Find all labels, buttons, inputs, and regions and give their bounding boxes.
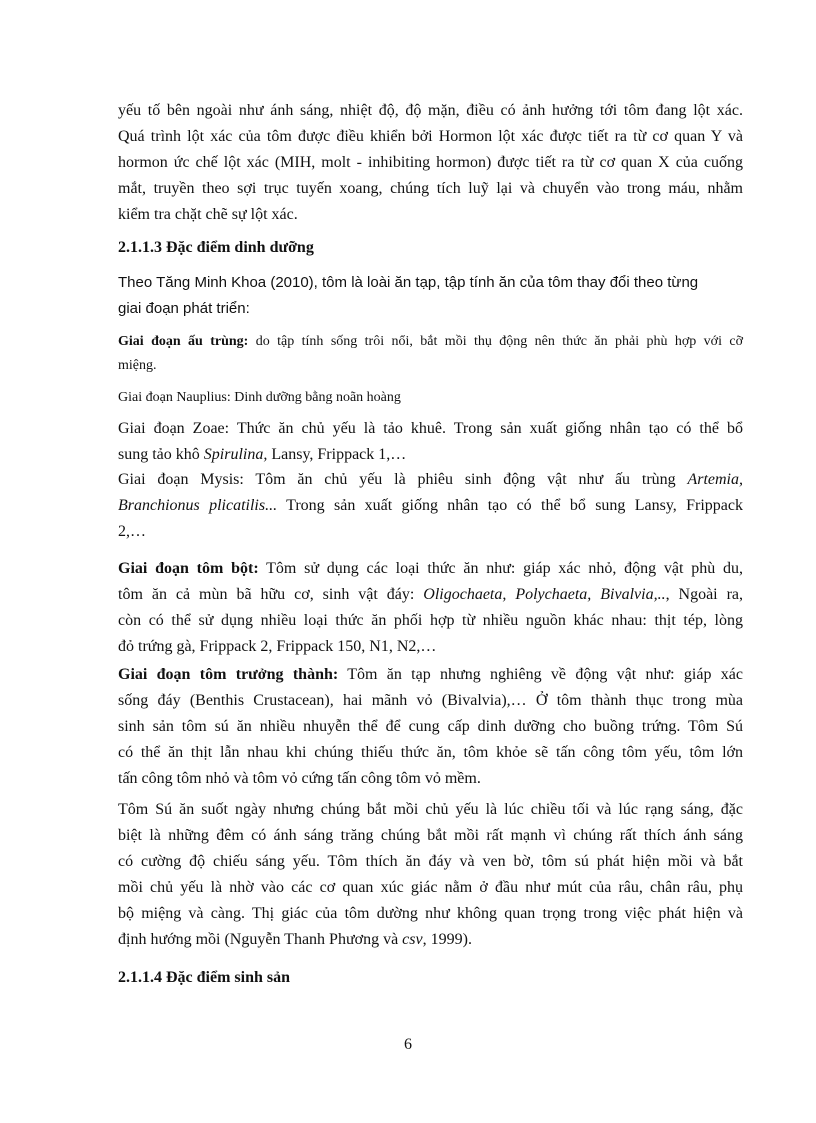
text-line: kiểm tra chặt chẽ sự lột xác.: [118, 206, 298, 223]
species-name: Artemia,: [687, 471, 743, 488]
text-segment: Tôm ăn tạp nhưng nghiêng về động vật như: giáp xác: [338, 666, 743, 683]
paragraph-feeding-habit: [118, 270, 743, 322]
species-name: Branchionus plicatilis...: [118, 497, 278, 514]
page-number: 6: [404, 1036, 412, 1053]
text-line: tấn công tôm nhỏ và tôm vỏ cứng tấn công tôm vỏ mềm.: [118, 770, 481, 787]
text-segment: sung tảo khô: [118, 446, 204, 463]
text-line: còn có thể sử dụng nhiều loại thức ăn phối hợp từ nhiều nguồn khác nhau: thịt tép, lòng: [118, 612, 743, 629]
text-line: sinh sản tôm sú ăn nhiều nhuyễn thể để cung cấp dinh dưỡng cho buồng trứng. Tôm Sú: [118, 718, 743, 735]
text-line: Theo Tăng Minh Khoa (2010), tôm là loài ăn tạp, tập tính ăn của tôm thay đổi theo từng: [118, 274, 699, 291]
text-line: mồi chủ yếu là nhờ vào các cơ quan xúc giác nằm ở đầu như mút của râu, chân râu, phụ: [118, 879, 743, 896]
section-heading-nutrition: 2.1.1.3 Đặc điểm dinh dưỡng: [118, 239, 314, 256]
text-line: miệng.: [118, 358, 157, 373]
text-line: mắt, truyền theo sợi trục tuyến xoang, chúng tích luỹ lại và chuyển vào trong máu, nhằm: [118, 180, 743, 197]
text-segment: , Ngoài ra,: [665, 586, 743, 603]
stage-label-larva: Giai đoạn ấu trùng:: [118, 334, 249, 349]
text-segment: định hướng mồi (Nguyễn Thanh Phương và: [118, 931, 403, 948]
text-line: giai đoạn phát triển:: [118, 300, 250, 317]
text-line: sống đáy (Benthis Crustacean), hai mãnh vỏ (Bivalvia),… Ở tôm thành thục trong mùa: [118, 692, 743, 709]
text-segment: , 1999).: [422, 931, 472, 948]
text-line: Giai đoạn Zoae: Thức ăn chủ yếu là tảo khuê. Trong sản xuất giống nhân tạo có thể bổ: [118, 420, 743, 437]
text-segment: Trong sản xuất giống nhân tạo có thể bổ sung Lansy, Frippack: [277, 497, 744, 514]
paragraph-powder-stage: [118, 556, 743, 660]
paragraph-larva-stage: [118, 330, 743, 378]
paragraph-adult-stage: [118, 662, 743, 792]
text-line: hormon ức chế lột xác (MIH, molt - inhibiting hormon) được tiết ra từ cơ quan X của cuống: [118, 154, 743, 171]
text-line: 2,…: [118, 523, 146, 540]
text-segment: tôm ăn cả mùn bã hữu cơ, sinh vật đáy:: [118, 586, 424, 603]
text-line: yếu tố bên ngoài như ánh sáng, nhiệt độ, độ mặn, điều có ảnh hưởng tới tôm đang lột xác.: [118, 102, 743, 119]
stage-label-adult: Giai đoạn tôm trưởng thành:: [118, 666, 339, 683]
text-segment: Tôm sử dụng các loại thức ăn như: giáp xác nhỏ, động vật phù du,: [258, 560, 744, 577]
paragraph-zoae-stage: [118, 416, 743, 468]
text-segment: Giai đoạn Mysis: Tôm ăn chủ yếu là phiêu sinh động vật như ấu trùng: [118, 471, 688, 488]
species-name: Spirulina,: [203, 446, 268, 463]
species-name: Oligochaeta, Polychaeta, Bivalvia,..: [423, 586, 666, 603]
text-segment: Lansy, Frippack 1,…: [267, 446, 407, 463]
paragraph-feeding-time: [118, 797, 743, 953]
text-line: có cường độ chiếu sáng yếu. Tôm thích ăn đáy và ven bờ, tôm sú phát hiện mồi và bắt: [118, 853, 743, 870]
text-line: Quá trình lột xác của tôm được điều khiển bởi Hormon lột xác được tiết ra từ cơ quan Y và: [118, 128, 743, 145]
text-line: biệt là những đêm có ánh sáng trăng chúng bắt mồi rất mạnh vì chúng rất thích ánh sáng: [118, 827, 743, 844]
text-segment: do tập tính sống trôi nổi, bắt mồi thụ động nên thức ăn phải phù hợp với cỡ: [248, 334, 743, 349]
paragraph-mysis-stage: [118, 467, 743, 545]
paragraph-nauplius-stage: Giai đoạn Nauplius: Dinh dưỡng bằng noãn hoàng: [118, 390, 401, 405]
paragraph-molting: [118, 98, 743, 228]
text-line: có thể ăn thịt lẫn nhau khi chúng thiếu thức ăn, tôm khỏe sẽ tấn công tôm yếu, tôm lớn: [118, 744, 743, 761]
text-line: Tôm Sú ăn suốt ngày nhưng chúng bắt mồi chủ yếu là lúc chiều tối và lúc rạng sáng, đặc: [118, 801, 743, 818]
stage-label-powder: Giai đoạn tôm bột:: [118, 560, 259, 577]
text-line: đỏ trứng gà, Frippack 2, Frippack 150, N1, N2,…: [118, 638, 437, 655]
citation-italic: csv: [402, 931, 423, 948]
section-heading-reproduction: 2.1.1.4 Đặc điểm sinh sản: [118, 969, 291, 986]
text-line: bộ miệng và càng. Thị giác của tôm dường như không quan trọng trong việc phát hiện và: [118, 905, 743, 922]
